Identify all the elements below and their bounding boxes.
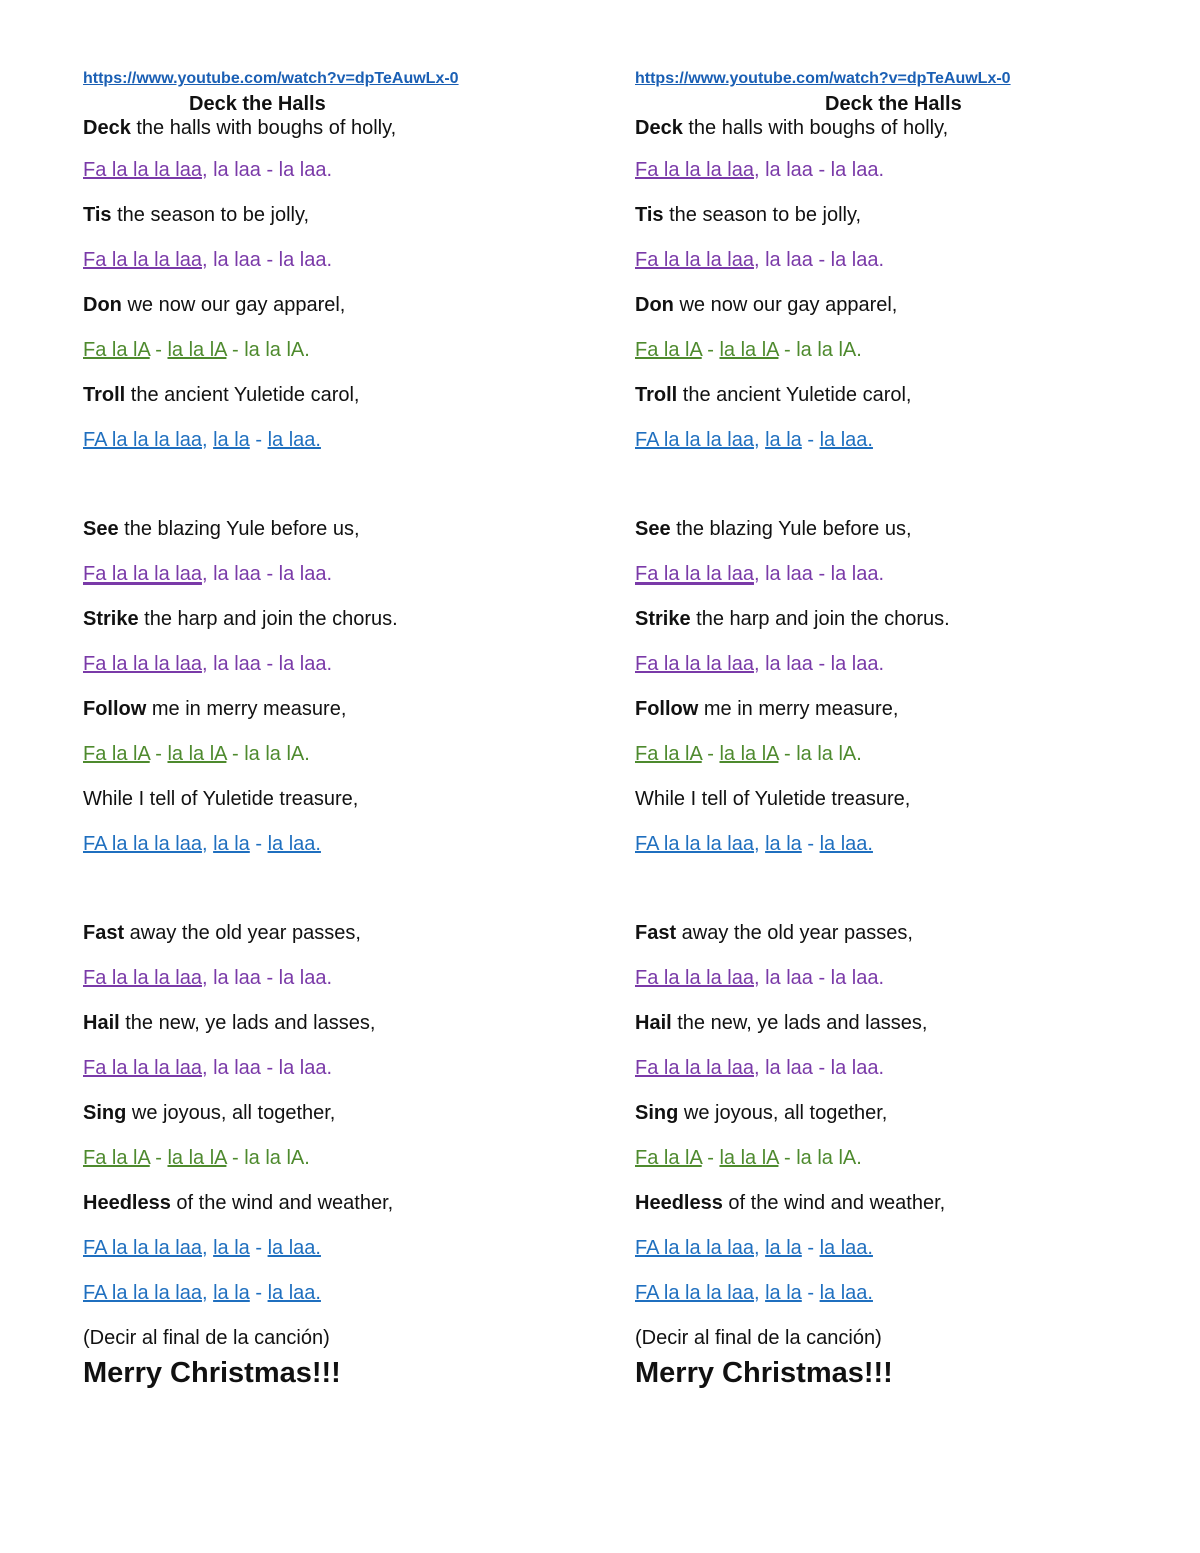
lyric-lead-word: Hail: [83, 1012, 120, 1034]
lyric-line: Don we now our gay apparel,: [83, 294, 346, 316]
lyric-line: Strike the harp and join the chorus.: [635, 608, 950, 630]
lyric-line: Fast away the old year passes,: [635, 922, 913, 944]
merry-christmas-heading: Merry Christmas!!!: [635, 1357, 893, 1389]
refrain-line: Fa la lA - la la lA - la la lA.: [635, 339, 862, 361]
lyric-lead-word: Follow: [83, 698, 147, 720]
refrain-line: Fa la la la laa, la laa - la laa.: [635, 563, 885, 585]
lyric-lead-word: Follow: [635, 698, 699, 720]
lyric-line: Troll the ancient Yuletide carol,: [83, 384, 360, 406]
lyric-line: Tis the season to be jolly,: [83, 204, 310, 226]
lyric-lead-word: Don: [635, 294, 674, 316]
lyric-lead-word: Troll: [635, 384, 678, 406]
song-title: Deck the Halls: [825, 93, 962, 115]
refrain-line: Fa la la la laa, la laa - la laa.: [635, 1057, 885, 1079]
refrain-line: Fa la la la laa, la laa - la laa.: [635, 967, 885, 989]
lyric-lead-word: Strike: [635, 608, 691, 630]
refrain-line: Fa la la la laa, la laa - la laa.: [83, 159, 333, 181]
lyric-line: Heedless of the wind and weather,: [635, 1192, 946, 1214]
verse-gap: [635, 877, 1105, 921]
lyric-line: Heedless of the wind and weather,: [83, 1192, 394, 1214]
lyric-lead-word: Troll: [83, 384, 126, 406]
refrain-line: FA la la la laa, la la - la laa.: [635, 833, 873, 855]
refrain-line: FA la la la laa, la la - la laa.: [83, 1237, 321, 1259]
lyrics-column-right: [635, 68, 1105, 1390]
refrain-line: Fa la la la laa, la laa - la laa.: [83, 967, 333, 989]
lyric-line: Deck the halls with boughs of holly,: [83, 117, 397, 139]
youtube-link[interactable]: https://www.youtube.com/watch?v=dpTeAuwLx-0: [83, 70, 459, 87]
refrain-line: FA la la la laa, la la - la laa.: [635, 1282, 873, 1304]
lyric-line: Fast away the old year passes,: [83, 922, 361, 944]
lyric-line: Tis the season to be jolly,: [635, 204, 862, 226]
refrain-line: Fa la la la laa, la laa - la laa.: [83, 1057, 333, 1079]
verse-gap: [635, 473, 1105, 517]
lyric-line: Follow me in merry measure,: [635, 698, 899, 720]
refrain-line: Fa la la la laa, la laa - la laa.: [635, 653, 885, 675]
lyric-lead-word: Sing: [635, 1102, 679, 1124]
lyric-line: Deck the halls with boughs of holly,: [635, 117, 949, 139]
lyrics-column-left: [83, 68, 553, 1390]
refrain-line: Fa la lA - la la lA - la la lA.: [635, 743, 862, 765]
lyric-line: See the blazing Yule before us,: [83, 518, 360, 540]
lyric-lead-word: See: [635, 518, 671, 540]
refrain-line: FA la la la laa, la la - la laa.: [635, 429, 873, 451]
performance-note: (Decir al final de la canción): [83, 1327, 330, 1349]
refrain-line: Fa la la la laa, la laa - la laa.: [83, 653, 333, 675]
performance-note: (Decir al final de la canción): [635, 1327, 882, 1349]
lyric-line: Hail the new, ye lads and lasses,: [635, 1012, 928, 1034]
lyric-lead-word: Don: [83, 294, 122, 316]
verse-gap: [83, 473, 553, 517]
refrain-line: FA la la la laa, la la - la laa.: [83, 1282, 321, 1304]
lyric-lead-word: Heedless: [83, 1192, 171, 1214]
lyric-lead-word: Tis: [635, 204, 664, 226]
lyric-line: Sing we joyous, all together,: [635, 1102, 888, 1124]
lyric-line: While I tell of Yuletide treasure,: [83, 788, 359, 810]
lyric-lead-word: Heedless: [635, 1192, 723, 1214]
refrain-line: Fa la lA - la la lA - la la lA.: [83, 1147, 310, 1169]
lyric-line: While I tell of Yuletide treasure,: [635, 788, 911, 810]
lyric-line: See the blazing Yule before us,: [635, 518, 912, 540]
lyric-lead-word: Strike: [83, 608, 139, 630]
refrain-line: Fa la la la laa, la laa - la laa.: [635, 159, 885, 181]
lyric-line: Hail the new, ye lads and lasses,: [83, 1012, 376, 1034]
lyric-lead-word: See: [83, 518, 119, 540]
lyric-lead-word: Sing: [83, 1102, 127, 1124]
lyric-line: Troll the ancient Yuletide carol,: [635, 384, 912, 406]
refrain-line: FA la la la laa, la la - la laa.: [83, 429, 321, 451]
refrain-line: FA la la la laa, la la - la laa.: [83, 833, 321, 855]
refrain-line: Fa la la la laa, la laa - la laa.: [635, 249, 885, 271]
refrain-line: FA la la la laa, la la - la laa.: [635, 1237, 873, 1259]
refrain-line: Fa la lA - la la lA - la la lA.: [83, 339, 310, 361]
lyric-line: Don we now our gay apparel,: [635, 294, 898, 316]
lyric-line: Strike the harp and join the chorus.: [83, 608, 398, 630]
refrain-line: Fa la la la laa, la laa - la laa.: [83, 249, 333, 271]
lyric-lead-word: Hail: [635, 1012, 672, 1034]
lyric-line: Follow me in merry measure,: [83, 698, 347, 720]
lyric-lead-word: Deck: [83, 117, 131, 139]
lyric-lead-word: Fast: [83, 922, 125, 944]
lyric-lead-word: Tis: [83, 204, 112, 226]
verse-gap: [83, 877, 553, 921]
lyric-lead-word: Fast: [635, 922, 677, 944]
refrain-line: Fa la lA - la la lA - la la lA.: [635, 1147, 862, 1169]
lyric-line: Sing we joyous, all together,: [83, 1102, 336, 1124]
youtube-link[interactable]: https://www.youtube.com/watch?v=dpTeAuwLx-0: [635, 70, 1011, 87]
song-title: Deck the Halls: [189, 93, 326, 115]
lyric-lead-word: Deck: [635, 117, 683, 139]
merry-christmas-heading: Merry Christmas!!!: [83, 1357, 341, 1389]
refrain-line: Fa la la la laa, la laa - la laa.: [83, 563, 333, 585]
refrain-line: Fa la lA - la la lA - la la lA.: [83, 743, 310, 765]
